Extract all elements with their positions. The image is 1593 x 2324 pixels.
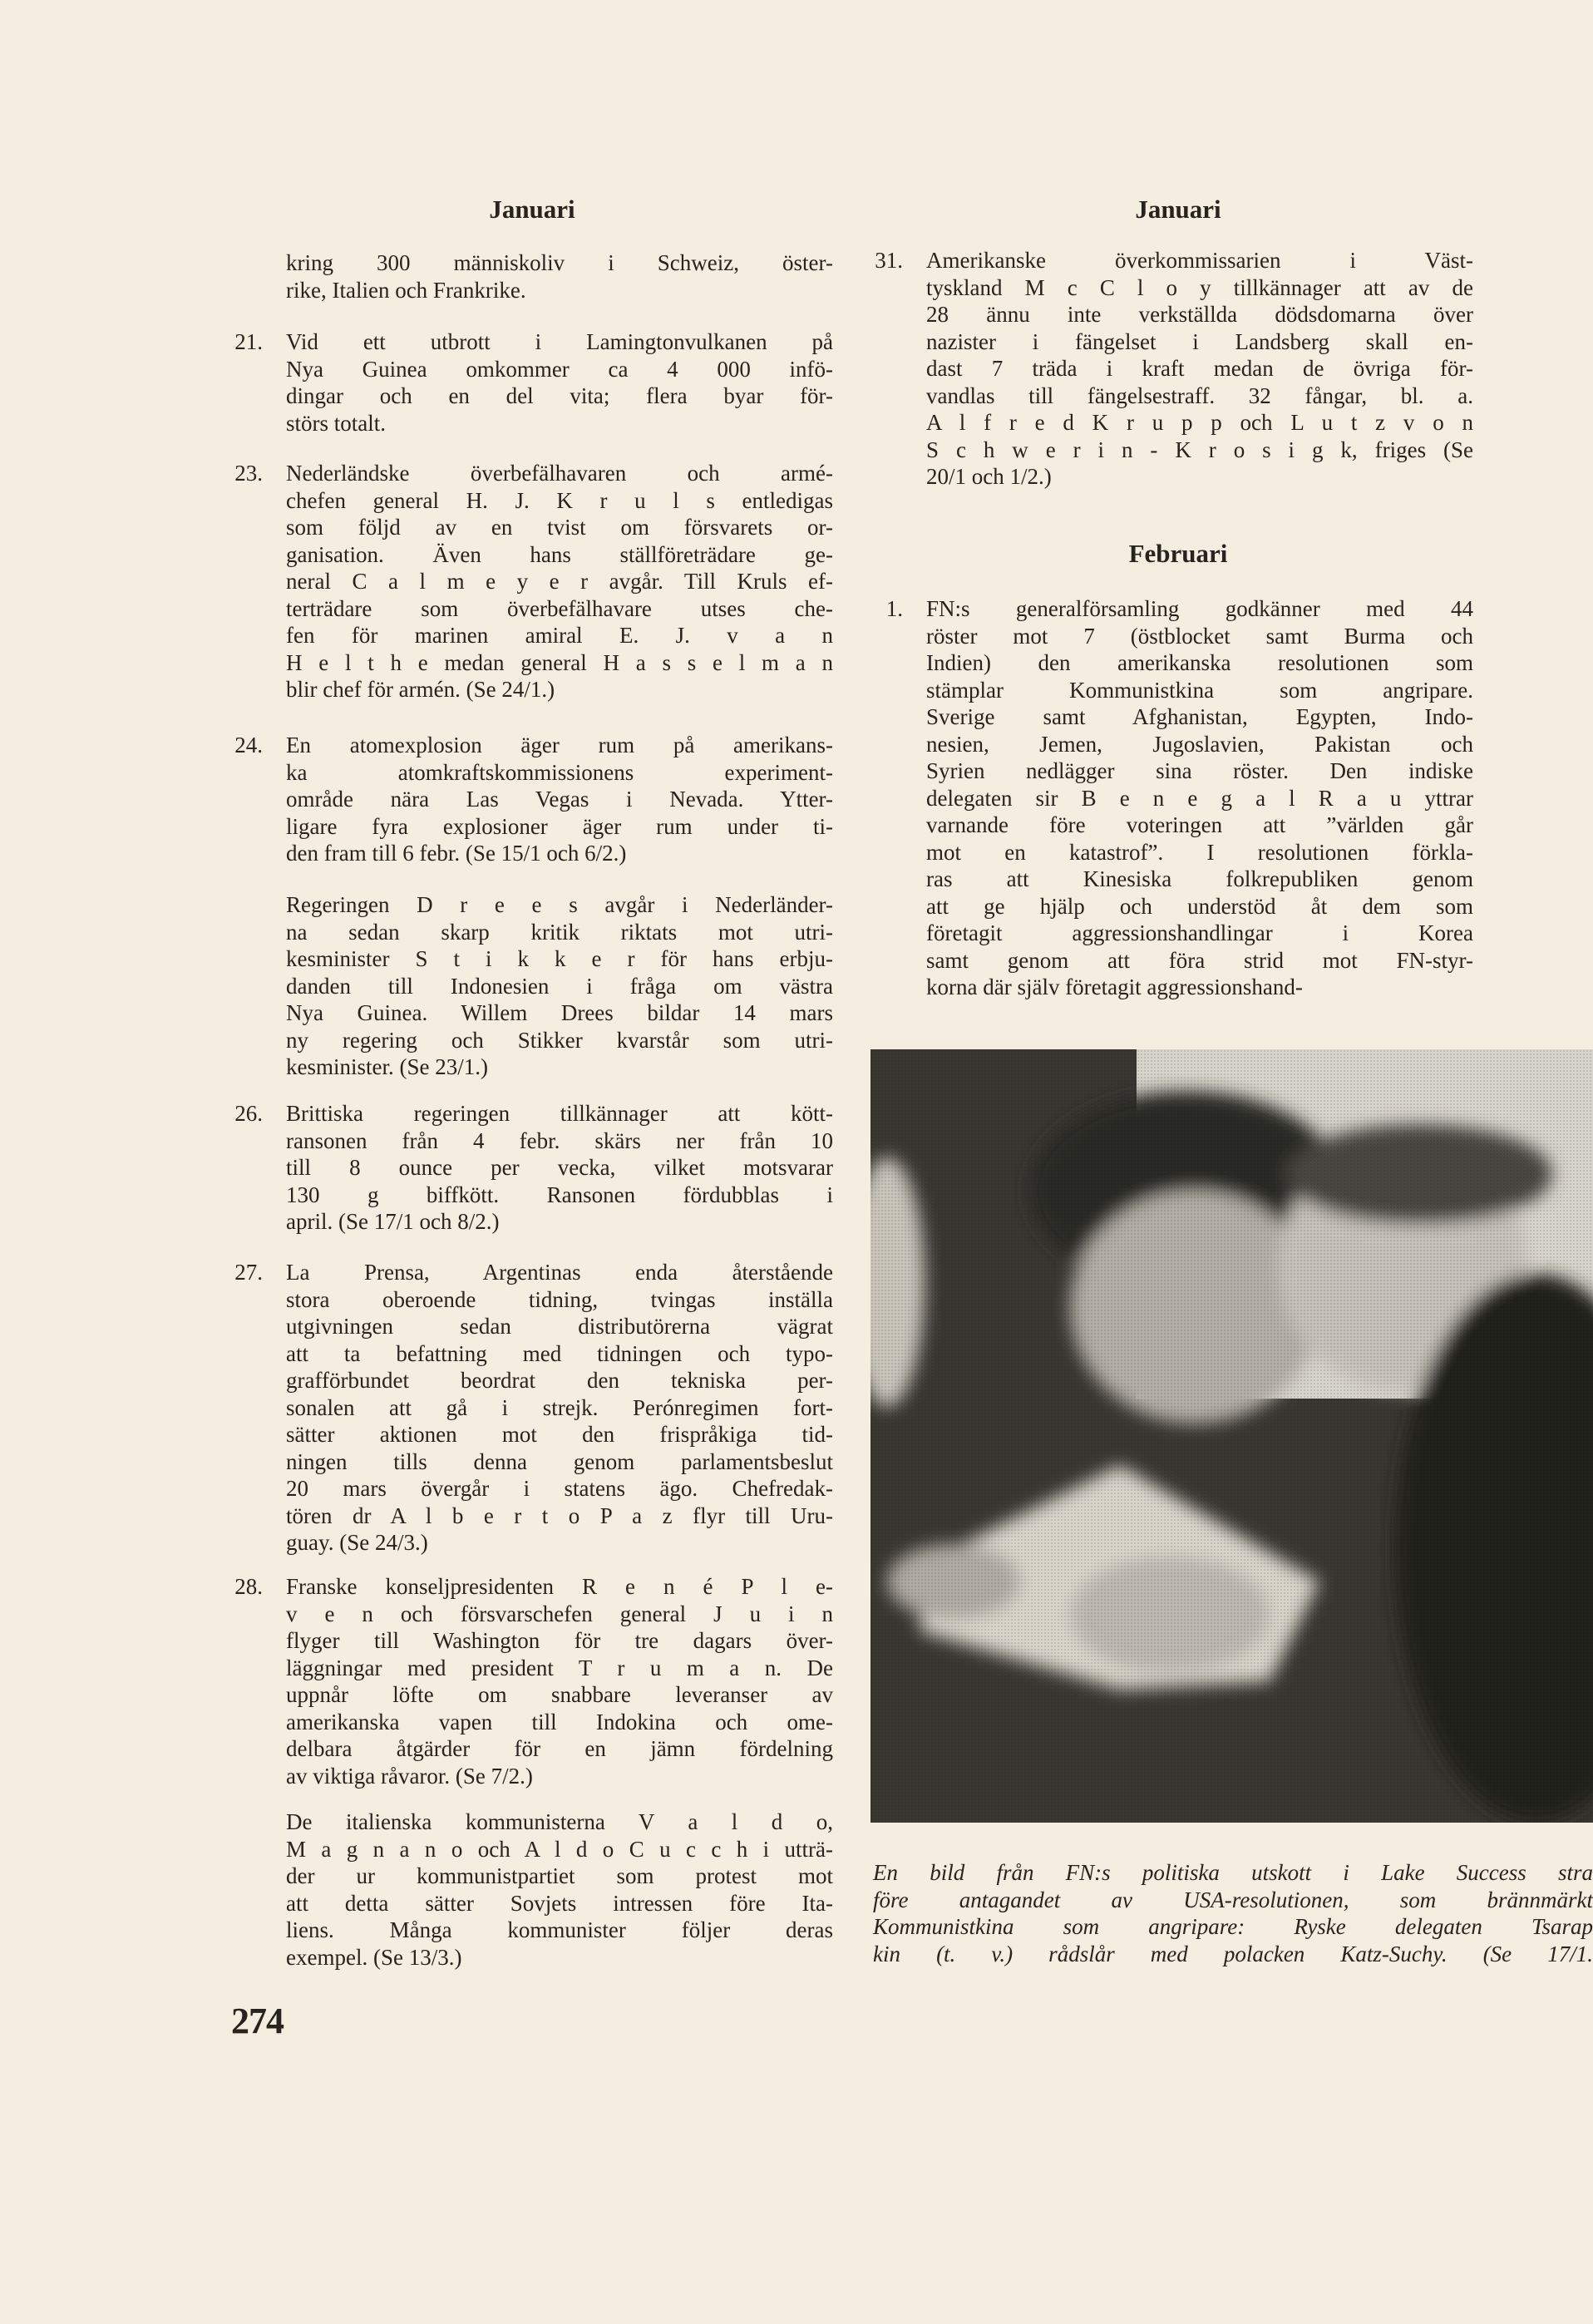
entry-text-line: röster mot 7 (östblocket samt Burma och bbox=[926, 623, 1473, 649]
entry-text-line: La Prensa, Argentinas enda återstående bbox=[286, 1260, 833, 1285]
entry-text-line: april. (Se 17/1 och 8/2.) bbox=[286, 1209, 500, 1234]
entry-text-line: fen för marinen amiral E. J. v a n bbox=[286, 623, 833, 648]
entry-date-number: 28. bbox=[234, 1574, 263, 1599]
entry-text-line: exempel. (Se 13/3.) bbox=[286, 1944, 462, 1970]
entry-text-line: danden till Indonesien i fråga om västra bbox=[286, 973, 833, 999]
entry-text-line: Nederländske överbefälhavaren och armé- bbox=[286, 461, 833, 486]
entry-text-line: Regeringen D r e e s avgår i Nederländer- bbox=[286, 892, 833, 917]
entry-text-line: Indien) den amerikanska resolutionen som bbox=[926, 650, 1473, 675]
entry-date-number: 23. bbox=[234, 461, 263, 486]
entry-date-number: 24. bbox=[234, 733, 263, 757]
entry-text-line: ras att Kinesiska folkrepubliken genom bbox=[926, 866, 1473, 891]
entry-text-line: företagit aggressionshandlingar i Korea bbox=[926, 920, 1473, 945]
entry-text-line: v e n och försvarschefen general J u i n bbox=[286, 1601, 833, 1626]
chronicle-entry bbox=[234, 328, 833, 437]
entry-text-line: A l f r e d K r u p p och L u t z v o n bbox=[926, 410, 1473, 435]
chronicle-entry bbox=[234, 1259, 833, 1557]
entry-text-line: utgivningen sedan distributörerna vägrat bbox=[286, 1314, 833, 1339]
entry-text-line: der ur kommunistpartiet som protest mot bbox=[286, 1863, 833, 1888]
entry-text-line: ganisation. Även hans ställföreträdare ge- bbox=[286, 541, 833, 567]
chronicle-entry bbox=[286, 249, 833, 303]
entry-text-line: den fram till 6 febr. (Se 15/1 och 6/2.) bbox=[286, 841, 627, 866]
chronicle-entry bbox=[286, 891, 833, 1081]
caption-line: före antagandet av USA-resolutionen, som brännmärkt bbox=[873, 1887, 1593, 1912]
right-month-heading: Januari bbox=[1135, 195, 1221, 224]
entry-text-line: Syrien nedlägger sina röster. Den indiske bbox=[926, 758, 1473, 783]
chronicle-entry bbox=[875, 247, 1473, 491]
entry-text-line: stora oberoende tidning, tvingas inställa bbox=[286, 1286, 833, 1312]
entry-text-line: tyskland M c C l o y tillkännager att av de bbox=[926, 274, 1473, 300]
entry-text-line: av viktiga råvaror. (Se 7/2.) bbox=[286, 1763, 533, 1789]
entry-text-line: na sedan skarp kritik riktats mot utri- bbox=[286, 919, 833, 945]
entry-text-line: S c h w e r i n - K r o s i g k, friges (Se bbox=[926, 437, 1473, 462]
entry-text-line: nesien, Jemen, Jugoslavien, Pakistan och bbox=[926, 731, 1473, 757]
entry-text-line: att ge hjälp och understöd åt dem som bbox=[926, 893, 1473, 919]
entry-text-line: Franske konseljpresidenten R e n é P l e- bbox=[286, 1574, 833, 1599]
chronicle-entry bbox=[286, 1808, 833, 1971]
entry-text-line: Nya Guinea. Willem Drees bildar 14 mars bbox=[286, 1000, 833, 1025]
photo-image bbox=[870, 1049, 1593, 1823]
entry-text-line: neral C a l m e y e r avgår. Till Kruls ef- bbox=[286, 569, 833, 594]
entry-text-line: ny regering och Stikker kvarstår som utri- bbox=[286, 1027, 833, 1053]
chronicle-entry bbox=[234, 732, 833, 867]
left-month-heading: Januari bbox=[489, 195, 575, 224]
entry-text-line: tören dr A l b e r t o P a z flyr till Uru- bbox=[286, 1502, 833, 1528]
entry-date-number: 31. bbox=[875, 248, 903, 273]
entry-text-line: område nära Las Vegas i Nevada. Ytter- bbox=[286, 787, 833, 812]
entry-text-line: samt genom att föra strid mot FN-styr- bbox=[926, 947, 1473, 973]
entry-text-line: 20 mars övergår i statens ägo. Chefredak- bbox=[286, 1476, 833, 1501]
entry-text-line: som följd av en tvist om försvarets or- bbox=[286, 515, 833, 540]
entry-text-line: De italienska kommunisterna V a l d o, bbox=[286, 1809, 833, 1834]
entry-text-line: flyger till Washington för tre dagars över- bbox=[286, 1628, 833, 1653]
entry-text-line: Amerikanske överkommissarien i Väst- bbox=[926, 248, 1473, 273]
entry-text-line: delegaten sir B e n e g a l R a u yttrar bbox=[926, 785, 1473, 811]
february-heading: Februari bbox=[1128, 539, 1228, 568]
photo-caption bbox=[873, 1859, 1593, 1967]
entry-text-line: blir chef för armén. (Se 24/1.) bbox=[286, 677, 555, 702]
entry-text-line: 28 ännu inte verkställda dödsdomarna över bbox=[926, 302, 1473, 327]
entry-text-line: kring 300 människoliv i Schweiz, öster- bbox=[286, 250, 833, 275]
entry-text-line: dast 7 träda i kraft medan de övriga för- bbox=[926, 356, 1473, 381]
caption-line: Kommunistkina som angripare: Ryske delegaten Tsarap bbox=[873, 1914, 1593, 1939]
entry-text-line: varnande före voteringen att ”världen går bbox=[926, 812, 1473, 837]
entry-text-line: mot en katastrof”. I resolutionen förkla- bbox=[926, 839, 1473, 865]
entry-text-line: läggningar med president T r u m a n. De bbox=[286, 1655, 833, 1680]
chronicle-entry bbox=[234, 460, 833, 703]
entry-text-line: Sverige samt Afghanistan, Egypten, Indo- bbox=[926, 704, 1473, 729]
entry-text-line: En atomexplosion äger rum på amerikans- bbox=[286, 733, 833, 757]
entry-text-line: till 8 ounce per vecka, vilket motsvarar bbox=[286, 1155, 833, 1180]
entry-text-line: M a g n a n o och A l d o C u c c h i utträ- bbox=[286, 1836, 833, 1862]
entry-text-line: stämplar Kommunistkina som angripare. bbox=[926, 677, 1473, 703]
entry-text-line: kesminister. (Se 23/1.) bbox=[286, 1054, 488, 1079]
entry-text-line: att detta sätter Sovjets intressen före Ita- bbox=[286, 1890, 833, 1916]
chronicle-entry bbox=[234, 1100, 833, 1236]
news-photo bbox=[870, 1049, 1593, 1823]
entry-text-line: ningen tills denna genom parlamentsbeslut bbox=[286, 1448, 833, 1474]
entry-text-line: rike, Italien och Frankrike. bbox=[286, 277, 526, 303]
entry-text-line: sonalen att gå i strejk. Perónregimen fort- bbox=[286, 1394, 833, 1420]
entry-text-line: nazister i fängelset i Landsberg skall en- bbox=[926, 328, 1473, 354]
entry-text-line: 20/1 och 1/2.) bbox=[926, 464, 1052, 489]
entry-text-line: terträdare som överbefälhavare utses che- bbox=[286, 595, 833, 621]
entry-text-line: Brittiska regeringen tillkännager att kött- bbox=[286, 1101, 833, 1126]
entry-date-number: 1. bbox=[885, 596, 903, 621]
entry-text-line: amerikanska vapen till Indokina och ome- bbox=[286, 1709, 833, 1734]
entry-text-line: guay. (Se 24/3.) bbox=[286, 1530, 428, 1555]
entry-text-line: delbara åtgärder för en jämn fördelning bbox=[286, 1736, 833, 1761]
entry-text-line: vandlas till fängelsestraff. 32 fångar, bl. a. bbox=[926, 382, 1473, 408]
entry-text-line: ka atomkraftskommissionens experiment- bbox=[286, 759, 833, 785]
entry-text-line: störs totalt. bbox=[286, 410, 386, 436]
entry-text-line: H e l t h e medan general H a s s e l m a n bbox=[286, 649, 833, 675]
entry-text-line: ransonen från 4 febr. skärs ner från 10 bbox=[286, 1127, 833, 1153]
entry-text-line: att ta befattning med tidningen och typo- bbox=[286, 1340, 833, 1366]
chronicle-entry bbox=[234, 1573, 833, 1789]
entry-text-line: FN:s generalförsamling godkänner med 44 bbox=[926, 596, 1473, 621]
entry-text-line: liens. Många kommunister följer deras bbox=[286, 1917, 833, 1942]
entry-text-line: grafförbundet beordrat den tekniska per- bbox=[286, 1368, 833, 1393]
entry-text-line: chefen general H. J. K r u l s entledigas bbox=[286, 487, 833, 513]
entry-text-line: sätter aktionen mot den frispråkiga tid- bbox=[286, 1422, 833, 1447]
entry-text-line: Nya Guinea omkommer ca 4 000 infö- bbox=[286, 356, 833, 382]
caption-line: En bild från FN:s politiska utskott i Lake Success stra bbox=[873, 1860, 1593, 1885]
entry-text-line: Vid ett utbrott i Lamingtonvulkanen på bbox=[286, 329, 833, 354]
entry-text-line: 130 g biffkött. Ransonen fördubblas i bbox=[286, 1182, 833, 1207]
entry-text-line: kesminister S t i k k e r för hans erbju- bbox=[286, 946, 833, 971]
entry-text-line: ligare fyra explosioner äger rum under ti- bbox=[286, 813, 833, 839]
chronicle-entry bbox=[885, 595, 1473, 1001]
entry-date-number: 27. bbox=[234, 1260, 263, 1285]
entry-text-line: korna där själv företagit aggressionshand- bbox=[926, 975, 1303, 999]
caption-line: kin (t. v.) rådslår med polacken Katz-Suchy. (Se 17/1. bbox=[873, 1941, 1593, 1966]
entry-text-line: uppnår löfte om snabbare leveranser av bbox=[286, 1682, 833, 1707]
page-number: 274 bbox=[231, 2001, 284, 2041]
entry-date-number: 21. bbox=[234, 329, 263, 354]
entry-date-number: 26. bbox=[234, 1101, 263, 1126]
entry-text-line: dingar och en del vita; flera byar för- bbox=[286, 383, 833, 408]
